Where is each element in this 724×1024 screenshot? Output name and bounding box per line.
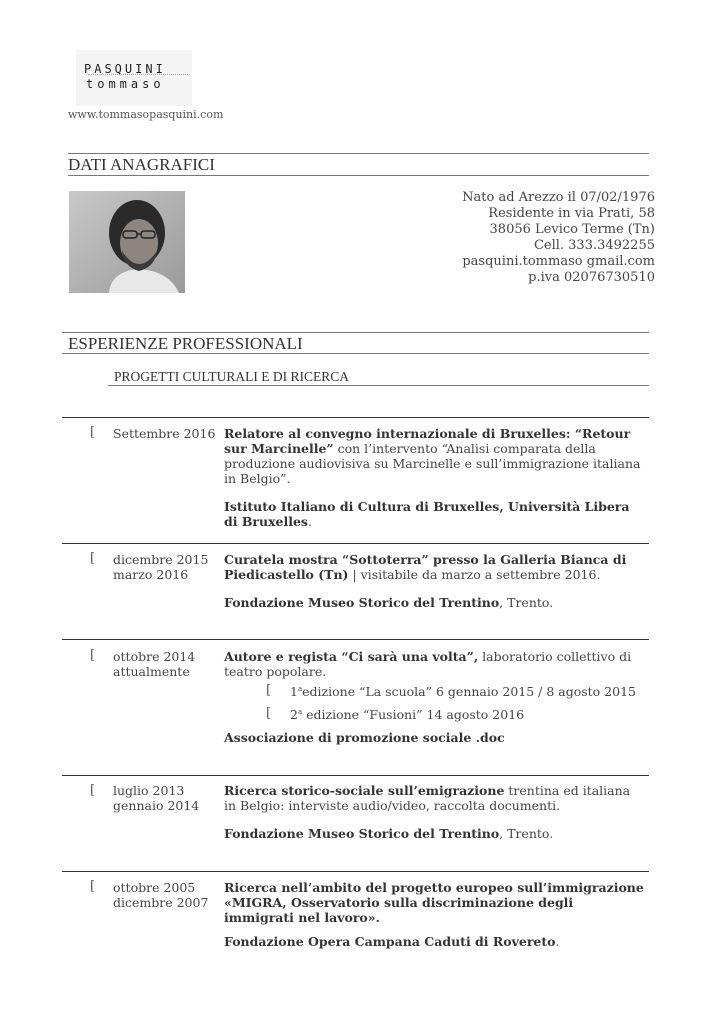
entry-date: ottobre 2005 dicembre 2007 bbox=[113, 880, 209, 910]
entry-description: Ricerca nell’ambito del progetto europeo sull’immigrazione «MIGRA, Osservatorio sulla discriminazione degli immigrati nel lavoro». bbox=[224, 880, 644, 925]
section-rule-top bbox=[68, 153, 649, 154]
address-line: Residente in via Prati, 58 bbox=[488, 206, 655, 221]
entry-description: Autore e regista “Ci sarà una volta”, laboratorio collettivo di teatro popolare. bbox=[224, 649, 632, 679]
entry-description: Ricerca storico-sociale sull’emigrazione trentina ed italiana in Belgio: interviste audio/video, raccolta documenti. Fondazione Museo Storico del Trentino, Trento. bbox=[224, 783, 631, 841]
entry-divider bbox=[62, 543, 649, 544]
entry-organization: Fondazione Opera Campana Caduti di Rovereto. bbox=[224, 934, 560, 949]
entry-divider bbox=[62, 417, 649, 418]
bullet-icon: [ bbox=[90, 783, 96, 798]
vat-line: p.iva 02076730510 bbox=[528, 270, 655, 285]
phone-line[interactable]: Cell. 333.3492255 bbox=[533, 238, 655, 253]
email-line[interactable]: pasquini.tommaso gmail.com bbox=[462, 254, 655, 269]
entry-date: Settembre 2016 bbox=[113, 426, 216, 441]
entry-organization: Istituto Italiano di Cultura di Bruxelles, Università Libera di Bruxelles bbox=[224, 499, 630, 529]
sub-item-edition-1: 1$^a$edizione “La scuola” 6 gennaio 2015 / 8 agosto 2015 bbox=[290, 684, 636, 699]
section-rule-bottom bbox=[68, 175, 649, 176]
subsection-rule bbox=[108, 385, 649, 386]
entry-divider bbox=[62, 639, 649, 640]
portrait-icon bbox=[69, 191, 185, 293]
entry-description: Curatela mostra “Sottoterra” presso la Galleria Bianca di Piedicastello (Tn) | visitabile da marzo a settembre 2016. Fondazione Museo Storico del Trentino, Trento. bbox=[224, 552, 627, 610]
entry-organization: Associazione di promozione sociale .doc bbox=[224, 730, 505, 745]
birth-info: Nato ad Arezzo il 07/02/1976 bbox=[462, 190, 655, 205]
entry-date: ottobre 2014 attualmente bbox=[113, 649, 196, 679]
entry-description: Relatore al convegno internazionale di Bruxelles: “Retour sur Marcinelle” con l’intervento “Analisi comparata della produzione audiovisiva su Marcinelle e sull’immigrazione italiana in Belgio”. Istituto Italiano di Cultura di Bruxelles, Università Libera di Bruxelles. bbox=[224, 426, 641, 529]
section-rule-bottom bbox=[62, 353, 649, 354]
logo-name-line: PASQUINI bbox=[84, 62, 166, 76]
entry-divider bbox=[62, 775, 649, 776]
entry-organization: Fondazione Museo Storico del Trentino bbox=[224, 826, 500, 841]
bullet-icon: [ bbox=[266, 706, 272, 721]
section-title-dati: DATI ANAGRAFICI bbox=[68, 155, 215, 174]
sub-item-edition-2: 2$^a$ edizione “Fusioni” 14 agosto 2016 bbox=[290, 707, 525, 722]
bullet-icon: [ bbox=[266, 683, 272, 698]
bullet-icon: [ bbox=[90, 879, 96, 894]
bullet-icon: [ bbox=[90, 551, 96, 566]
website-link[interactable]: www.tommasopasquini.com bbox=[68, 108, 224, 121]
section-rule-top bbox=[62, 332, 649, 333]
entry-date: dicembre 2015 marzo 2016 bbox=[113, 552, 209, 582]
personal-info bbox=[462, 190, 655, 286]
bullet-icon: [ bbox=[90, 648, 96, 663]
section-title-esperienze: ESPERIENZE PROFESSIONALI bbox=[68, 334, 303, 353]
entry-date: luglio 2013 gennaio 2014 bbox=[113, 783, 200, 813]
city-line: 38056 Levico Terme (Tn) bbox=[489, 222, 655, 237]
entry-divider bbox=[62, 871, 649, 872]
subsection-title: PROGETTI CULTURALI E DI RICERCA bbox=[114, 369, 349, 384]
logo-firstname-line: tommaso bbox=[86, 77, 165, 91]
bullet-icon: [ bbox=[90, 425, 96, 440]
entry-organization: Fondazione Museo Storico del Trentino bbox=[224, 595, 500, 610]
portrait-photo bbox=[69, 191, 185, 293]
